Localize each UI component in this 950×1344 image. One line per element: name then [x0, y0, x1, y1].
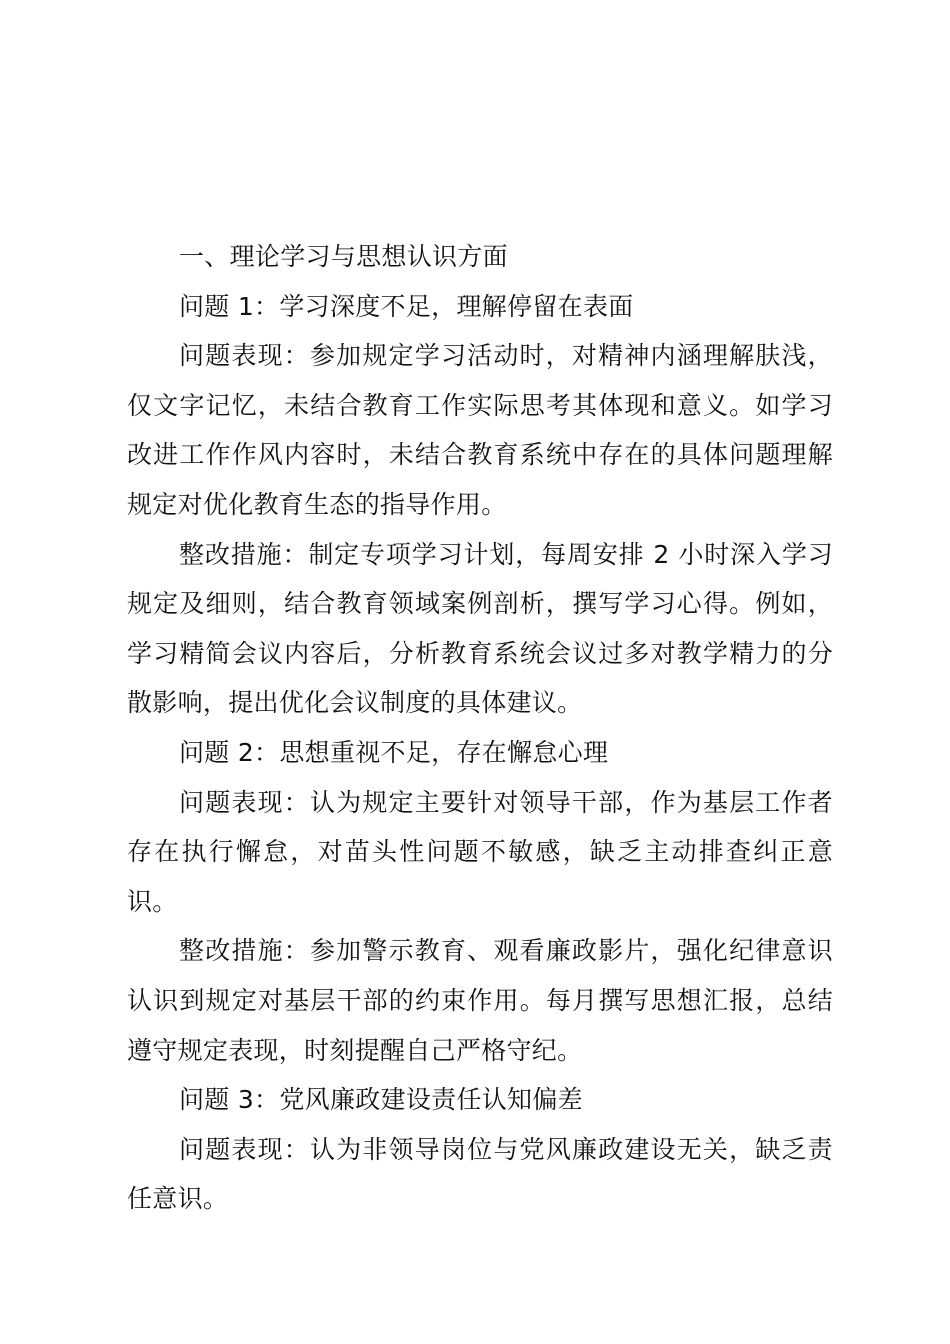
- section-heading: 一、理论学习与思想认识方面: [179, 242, 508, 271]
- problem-2-measures: 整改措施：参加警示教育、观看廉政影片，强化纪律意识认识到规定对基层干部的约束作用。每月撰写思想汇报，总结遵守规定表现，时刻提醒自己严格守纪。: [127, 936, 833, 1065]
- problem-1-measures: 整改措施：制定专项学习计划，每周安排 2 小时深入学习规定及细则，结合教育领域案例剖析，撰写学习心得。例如，学习精简会议内容后，分析教育系统会议过多对教学精力的分散影响，提出优化会议制度的具体建议。: [127, 539, 833, 718]
- problem-1-title: 问题 1：学习深度不足，理解停留在表面: [179, 291, 634, 321]
- problem-3-description: 问题表现：认为非领导岗位与党风廉政建设无关，缺乏责任意识。: [127, 1134, 833, 1214]
- problem-2-title: 问题 2：思想重视不足，存在懈怠心理: [179, 737, 609, 767]
- problem-3-title: 问题 3：党风廉政建设责任认知偏差: [179, 1085, 583, 1115]
- problem-2-description: 问题表现：认为规定主要针对领导干部，作为基层工作者存在执行懈怠，对苗头性问题不敏感，缺乏主动排查纠正意识。: [127, 787, 833, 916]
- document-body: [127, 232, 833, 1224]
- problem-1-description: 问题表现：参加规定学习活动时，对精神内涵理解肤浅，仅文字记忆，未结合教育工作实际思考其体现和意义。如学习改进工作作风内容时，未结合教育系统中存在的具体问题理解规定对优化教育生态的指导作用。: [127, 341, 833, 519]
